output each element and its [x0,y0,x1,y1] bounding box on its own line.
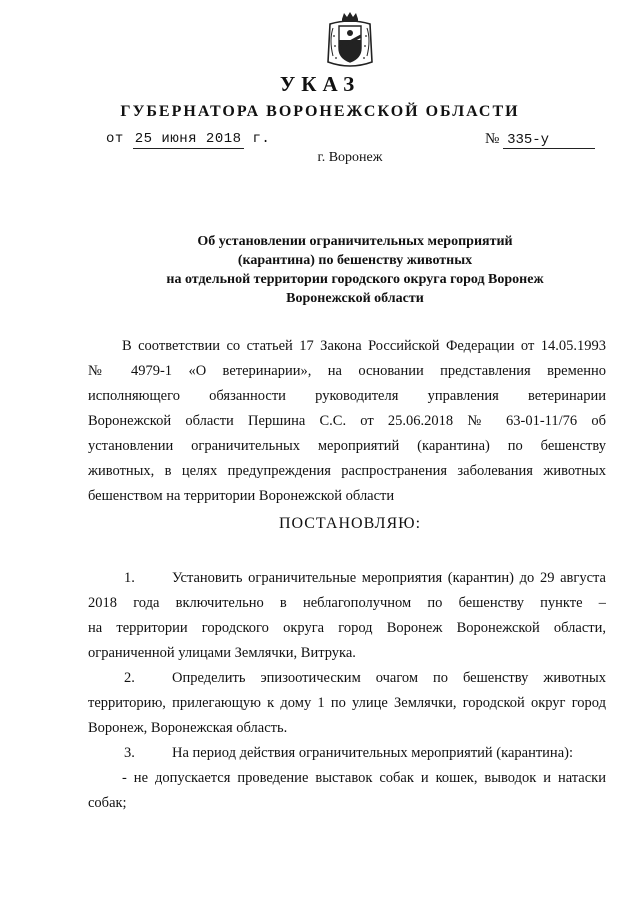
date-value: 25 июня 2018 [134,131,242,147]
item-3 [88,741,606,816]
preamble-line: животных, в целях предупреждения распространения заболевания животных [88,463,606,479]
preamble-line: № 4979-1 «О ветеринарии», на основании представления временно [88,363,606,379]
item-line: ограниченной улицами Землячки, Витрука. [88,645,356,661]
preamble-line: исполняющего обязанности руководителя управления ветеринарии [88,388,606,404]
number-prefix: № [485,131,500,147]
item-2 [88,666,606,741]
decree-date [106,131,270,147]
item-line: Воронеж, Воронежская область. [88,720,288,736]
item-line: территорию, прилегающую к дому 1 по улице Землячки, городской округ город [88,695,606,711]
preamble-paragraph [88,334,606,509]
preamble-line: Воронежской области Першина С.С. от 25.06.2018 № 63-01-11/76 об [88,413,606,429]
preamble-line: установлении ограничительных мероприятий (карантина) по бешенству [88,438,606,454]
heading-line: Воронежской области [286,291,424,306]
heading-line: на отдельной территории городского округа город Воронеж [166,272,544,287]
document-title: УКАЗ [279,72,361,96]
item-2-first-line [88,666,606,691]
item-line: Установить ограничительные мероприятия (карантин) до 29 августа [172,570,606,586]
item-line: Определить эпизоотическим очагом по бешенству животных [172,670,606,686]
decree-heading [140,232,570,308]
preamble-line: В соответствии со статьей 17 Закона Российской Федерации от 14.05.1993 [122,338,606,354]
date-suffix: г. [252,131,271,147]
item-line: на территории городского округа город Воронеж Воронежской области, [88,620,606,636]
item-line: 2018 года включительно в неблагополучном по бешенству пункте – [88,595,606,611]
heading-line: Об установлении ограничительных мероприятий [197,234,513,249]
item-number: 2. [124,670,135,686]
number-value: 335-у [503,132,595,149]
date-prefix: от [106,131,124,147]
city-line: г. Воронеж [317,150,383,165]
item-3-first-line [88,741,606,766]
item-line: собак; [88,795,127,811]
item-line: - не допускается проведение выставок собак и кошек, выводок и натаски [122,770,606,786]
document-subtitle: ГУБЕРНАТОРА ВОРОНЕЖСКОЙ ОБЛАСТИ [120,103,520,120]
item-line: На период действия ограничительных мероприятий (карантина): [172,745,573,761]
decree-word: ПОСТАНОВЛЯЮ: [278,515,422,532]
decree-number [485,131,595,149]
item-1-first-line [88,566,606,591]
coat-of-arms-icon [324,10,376,72]
item-number: 1. [124,570,135,586]
heading-line: (карантина) по бешенству животных [237,253,473,268]
item-1 [88,566,606,666]
preamble-line: бешенством на территории Воронежской области [88,488,395,504]
item-number: 3. [124,745,135,761]
